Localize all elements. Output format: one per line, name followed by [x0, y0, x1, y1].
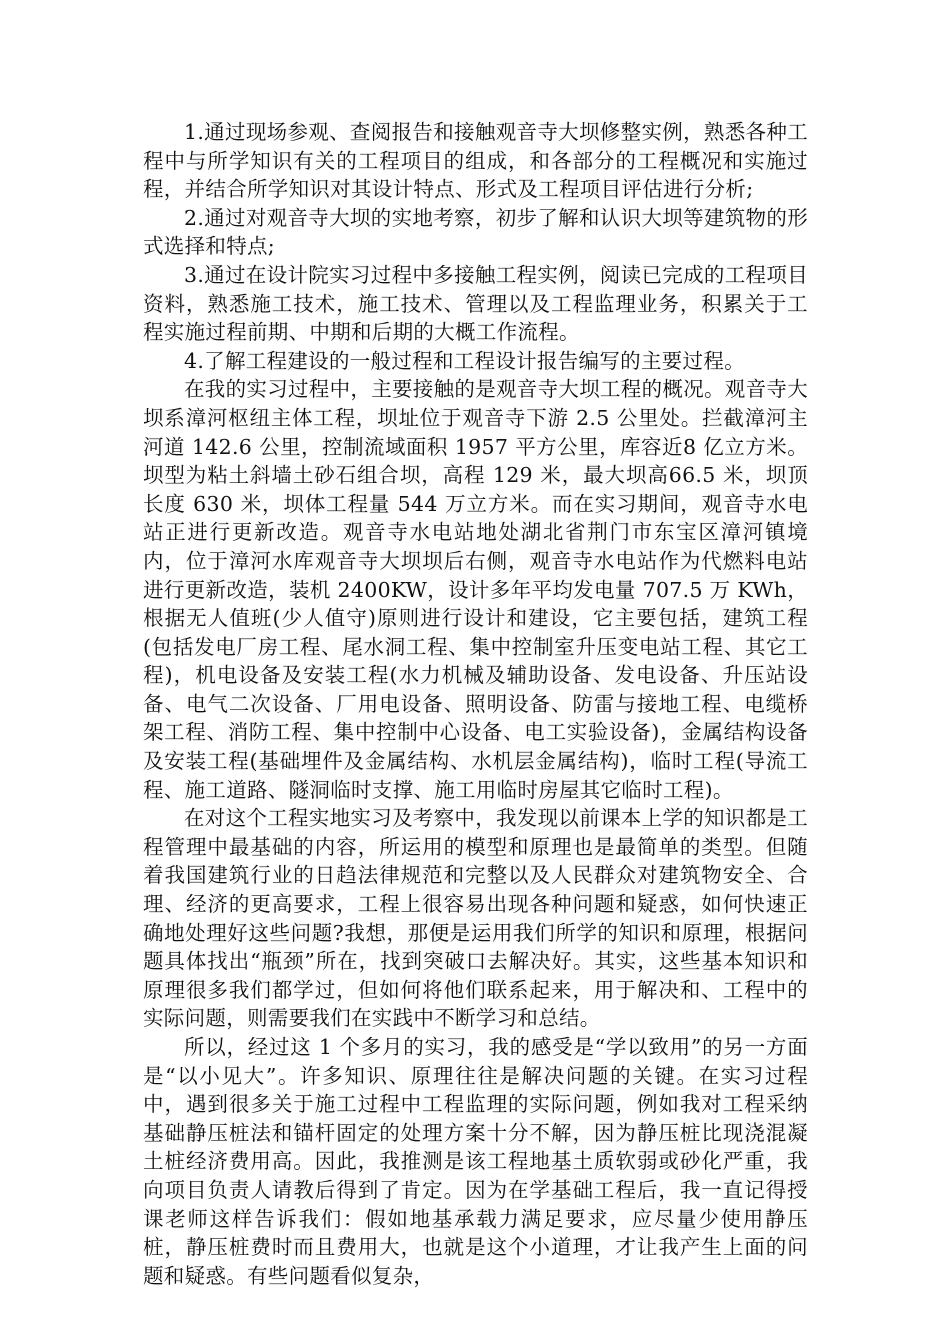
paragraph-experience: 所以，经过这 1 个多月的实习，我的感受是“学以致用”的另一方面是“以小见大”。许多知识、原理往往是解决问题的关键。在实习过程中，遇到很多关于施工过程中工程监理的实际问题，例如我对工程采纳基础静压桩法和锚杆固定的处理方案十分不解，因为静压桩比现浇混凝土桩经济费用高。因此，我推测是该工程地基土质软弱或砂化严重，我向项目负责人请教后得到了肯定。因为在学基础工程后，我一直记得授课老师这样告诉我们：假如地基承载力满足要求，应尽量少使用静压桩，静压桩费时而且费用大，也就是这个小道理，才让我产生上面的问题和疑惑。有些问题看似复杂，	[143, 1035, 808, 1288]
paragraph-project-overview: 在我的实习过程中，主要接触的是观音寺大坝工程的概况。观音寺大坝系漳河枢纽主体工程，坝址位于观音寺下游 2.5 公里处。拦截漳河主河道 142.6 公里，控制流域面积 1957 平方公里，库容近8 亿立方米。坝型为粘土斜墙土砂石组合坝，高程 129 米，最大坝高66.5 米，坝顶长度 630 米，坝体工程量 544 万立方米。而在实习期间，观音寺水电站正进行更新改造。观音寺水电站地处湖北省荆门市东宝区漳河镇境内，位于漳河水库观音寺大坝坝后右侧，观音寺水电站作为代燃料电站进行更新改造，装机 2400KW，设计多年平均发电量 707.5 万 KWh，根据无人值班(少人值守)原则进行设计和建设，它主要包括，建筑工程(包括发电厂房工程、尾水洞工程、集中控制室升压变电站工程、其它工程)，机电设备及安装工程(水力机械及辅助设备、发电设备、升压站设备、电气二次设备、厂用电设备、照明设备、防雷与接地工程、电缆桥架工程、消防工程、集中控制中心设备、电工实验设备)，金属结构设备及安装工程(基础埋件及金属结构、水机层金属结构)，临时工程(导流工程、施工道路、隧洞临时支撑、施工用临时房屋其它临时工程)。	[143, 377, 808, 802]
paragraph-objective-4: 4.了解工程建设的一般过程和工程设计报告编写的主要过程。	[184, 348, 745, 373]
paragraph-objective-2: 2.通过对观音寺大坝的实地考察，初步了解和认识大坝等建筑物的形式选择和特点;	[143, 205, 808, 259]
document-body	[143, 118, 808, 1290]
paragraph-reflection: 在对这个工程实地实习及考察中，我发现以前课本上学的知识都是工程管理中最基础的内容，所运用的模型和原理也是最简单的类型。但随着我国建筑行业的日趋法律规范和完整以及人民群众对建筑物安全、合理、经济的更高要求，工程上很容易出现各种问题和疑惑，如何快速正确地处理好这些问题?我想，那便是运用我们所学的知识和原理，根据问题具体找出“瓶颈”所在，找到突破口去解决好。其实，这些基本知识和原理很多我们都学过，但如何将他们联系起来，用于解决和、工程中的实际问题，则需要我们在实践中不断学习和总结。	[143, 806, 808, 1031]
paragraph-objective-3: 3.通过在设计院实习过程中多接触工程实例，阅读已完成的工程项目资料，熟悉施工技术，施工技术、管理以及工程监理业务，积累关于工程实施过程前期、中期和后期的大概工作流程。	[143, 262, 808, 345]
paragraph-objective-1: 1.通过现场参观、查阅报告和接触观音寺大坝修整实例，熟悉各种工程中与所学知识有关的工程项目的组成，和各部分的工程概况和实施过程，并结合所学知识对其设计特点、形式及工程项目评估进行分析;	[143, 120, 808, 202]
